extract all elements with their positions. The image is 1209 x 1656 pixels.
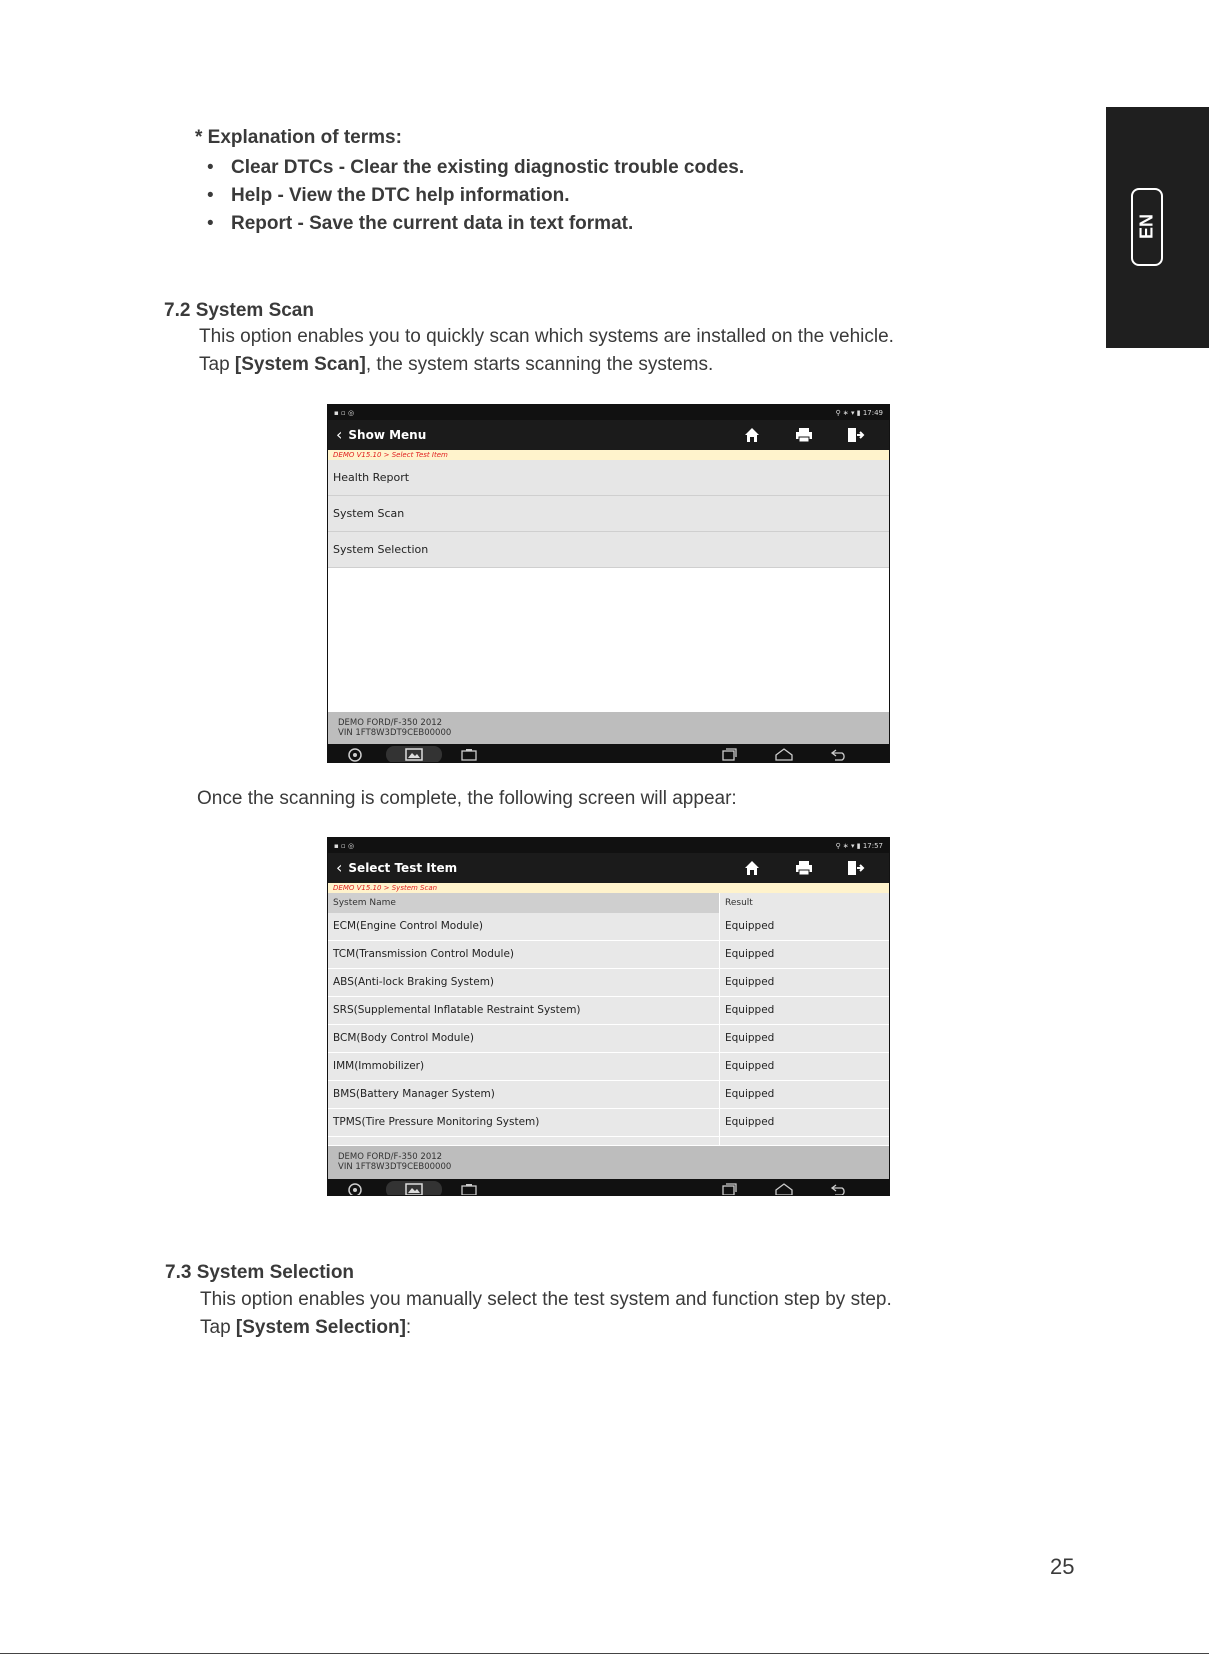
breadcrumb: DEMO V15.10 > Select Test Item: [328, 450, 889, 460]
section-paragraph: Tap [System Selection]:: [200, 1317, 412, 1338]
table-row[interactable]: TCM(Transmission Control Module) Equipped: [328, 941, 889, 969]
table-header: [328, 893, 889, 913]
table-row[interactable]: ECM(Engine Control Module) Equipped: [328, 913, 889, 941]
vci-box-icon[interactable]: [458, 1181, 480, 1196]
table-row[interactable]: ABS(Anti-lock Braking System) Equipped: [328, 969, 889, 997]
between-paragraph: Once the scanning is complete, the following screen will appear:: [197, 788, 737, 809]
section-title-system-scan: 7.2 System Scan: [164, 300, 314, 321]
exit-icon[interactable]: [845, 857, 867, 879]
back-nav-icon[interactable]: [828, 746, 850, 763]
table-row-partial: [328, 1137, 889, 1146]
back-nav-icon[interactable]: [828, 1181, 850, 1196]
device-screenshot-show-menu: [327, 404, 890, 763]
screenshot-icon[interactable]: [386, 746, 442, 763]
table-row[interactable]: IMM(Immobilizer) Equipped: [328, 1053, 889, 1081]
status-bar: [328, 838, 889, 853]
exit-icon[interactable]: [845, 424, 867, 446]
status-right: ⚲ ∗ ▾ ▮ 17:57: [835, 841, 883, 850]
android-nav-bar: [328, 1179, 889, 1196]
vci-icon[interactable]: [344, 1181, 366, 1196]
home-icon[interactable]: [741, 424, 763, 446]
section-paragraph: Tap [System Scan], the system starts scanning the systems.: [199, 354, 714, 375]
menu-item-health-report[interactable]: Health Report: [328, 460, 889, 496]
empty-area: [328, 568, 889, 712]
back-chevron-icon[interactable]: ‹: [336, 425, 343, 444]
status-right: ⚲ ∗ ▾ ▮ 17:49: [835, 408, 883, 417]
list-item: • Clear DTCs - Clear the existing diagnostic trouble codes.: [207, 157, 745, 178]
page-number: 25: [1050, 1554, 1075, 1579]
home-nav-icon[interactable]: [773, 1181, 795, 1196]
menu-item-system-scan[interactable]: System Scan: [328, 496, 889, 532]
print-icon[interactable]: [793, 424, 815, 446]
list-item: • Report - Save the current data in text format.: [207, 213, 634, 234]
vci-box-icon[interactable]: [458, 746, 480, 763]
vehicle-info: DEMO FORD/F-350 2012 VIN 1FT8W3DT9CEB00000: [328, 712, 889, 744]
bottom-rule: [0, 1653, 1209, 1654]
back-chevron-icon[interactable]: ‹: [336, 858, 343, 877]
screen-title: Show Menu: [348, 428, 427, 442]
list-item: • Help - View the DTC help information.: [207, 185, 570, 206]
status-bar: [328, 405, 889, 420]
recent-apps-icon[interactable]: [718, 746, 740, 763]
terms-heading: * Explanation of terms:: [195, 127, 402, 148]
status-icons: ▪ ▫ ◎: [334, 408, 355, 417]
section-paragraph: This option enables you to quickly scan which systems are installed on the vehicle.: [199, 326, 894, 347]
terms-list: [207, 154, 744, 238]
print-icon[interactable]: [793, 857, 815, 879]
table-row[interactable]: BCM(Body Control Module) Equipped: [328, 1025, 889, 1053]
table-row[interactable]: BMS(Battery Manager System) Equipped: [328, 1081, 889, 1109]
table-row[interactable]: SRS(Supplemental Inflatable Restraint System) Equipped: [328, 997, 889, 1025]
recent-apps-icon[interactable]: [718, 1181, 740, 1196]
section-title-system-selection: 7.3 System Selection: [165, 1262, 355, 1283]
status-icons: ▪ ▫ ◎: [334, 841, 355, 850]
home-icon[interactable]: [741, 857, 763, 879]
vehicle-info: DEMO FORD/F-350 2012 VIN 1FT8W3DT9CEB00000: [328, 1146, 889, 1179]
table-row[interactable]: TPMS(Tire Pressure Monitoring System) Equipped: [328, 1109, 889, 1137]
language-label: EN: [1136, 214, 1157, 240]
screen-title: Select Test Item: [348, 861, 458, 875]
vci-icon[interactable]: [344, 746, 366, 763]
top-bar: [328, 420, 889, 450]
breadcrumb: DEMO V15.10 > System Scan: [328, 883, 889, 893]
screenshot-icon[interactable]: [386, 1181, 442, 1196]
column-header-system-name: System Name: [328, 893, 720, 913]
home-nav-icon[interactable]: [773, 746, 795, 763]
device-screenshot-select-test-item: [327, 837, 890, 1196]
section-paragraph: This option enables you manually select the test system and function step by step.: [200, 1289, 892, 1310]
android-nav-bar: [328, 744, 889, 763]
column-header-result: Result: [720, 893, 889, 913]
menu-item-system-selection[interactable]: System Selection: [328, 532, 889, 568]
top-bar: [328, 853, 889, 883]
